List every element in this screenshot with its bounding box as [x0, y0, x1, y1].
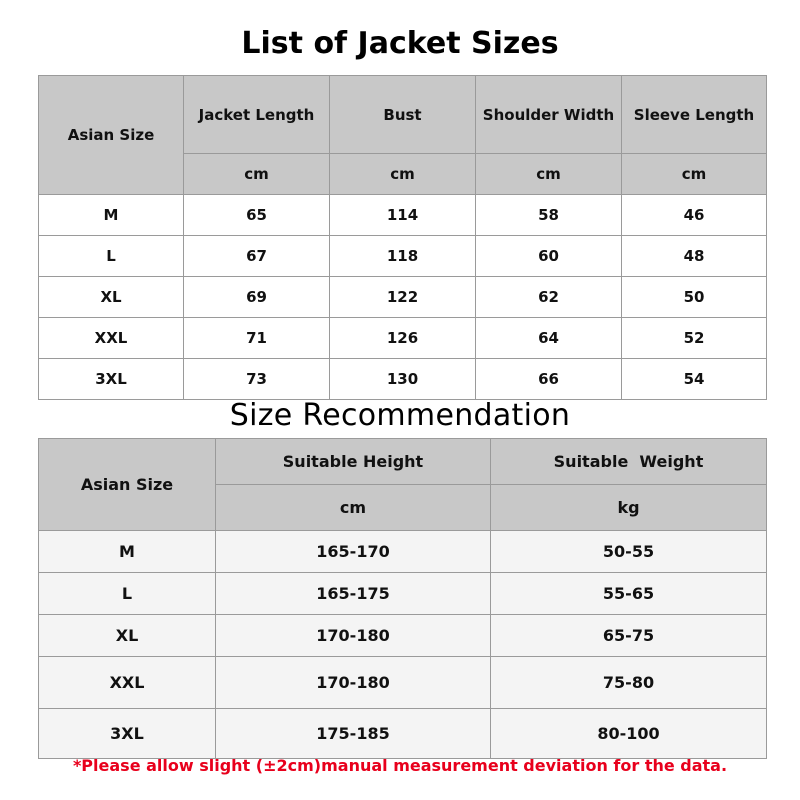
recommendation-title: Size Recommendation: [229, 398, 571, 433]
weight-cell: 50-55: [491, 531, 767, 573]
header-suitable-height: Suitable Height: [216, 439, 491, 485]
shoulder-width-cell: 60: [476, 236, 622, 277]
bust-cell: 130: [330, 359, 476, 400]
unit-jacket-length: cm: [184, 154, 330, 195]
shoulder-width-cell: 62: [476, 277, 622, 318]
height-cell: 175-185: [216, 709, 491, 759]
unit-height: cm: [216, 485, 491, 531]
jacket-length-cell: 73: [184, 359, 330, 400]
header-asian-size: Asian Size: [39, 76, 184, 195]
size-cell: L: [39, 236, 184, 277]
sleeve-length-cell: 48: [622, 236, 767, 277]
table-row: [39, 195, 767, 236]
unit-sleeve-length: cm: [622, 154, 767, 195]
table-row: [39, 531, 767, 573]
sleeve-length-cell: 46: [622, 195, 767, 236]
shoulder-width-cell: 58: [476, 195, 622, 236]
header-bust: Bust: [330, 76, 476, 154]
height-cell: 170-180: [216, 657, 491, 709]
header-shoulder-width: Shoulder Width: [476, 76, 622, 154]
height-cell: 165-170: [216, 531, 491, 573]
size-chart-title: List of Jacket Sizes: [241, 26, 559, 61]
sleeve-length-cell: 52: [622, 318, 767, 359]
bust-cell: 122: [330, 277, 476, 318]
header-asian-size: Asian Size: [39, 439, 216, 531]
table-row: [39, 359, 767, 400]
size-cell: XXL: [39, 318, 184, 359]
weight-cell: 75-80: [491, 657, 767, 709]
header-suitable-weight: Suitable Weight: [491, 439, 767, 485]
weight-cell: 80-100: [491, 709, 767, 759]
jacket-length-cell: 65: [184, 195, 330, 236]
sleeve-length-cell: 50: [622, 277, 767, 318]
sleeve-length-cell: 54: [622, 359, 767, 400]
weight-cell: 55-65: [491, 573, 767, 615]
table-row: [39, 615, 767, 657]
bust-cell: 126: [330, 318, 476, 359]
jacket-length-cell: 69: [184, 277, 330, 318]
table-row: [39, 657, 767, 709]
height-cell: 165-175: [216, 573, 491, 615]
table-row: [39, 709, 767, 759]
table-row: [39, 573, 767, 615]
size-cell: 3XL: [39, 359, 184, 400]
unit-bust: cm: [330, 154, 476, 195]
unit-weight: kg: [491, 485, 767, 531]
header-jacket-length: Jacket Length: [184, 76, 330, 154]
size-cell: XL: [39, 277, 184, 318]
header-sleeve-length: Sleeve Length: [622, 76, 767, 154]
size-cell: XL: [39, 615, 216, 657]
jacket-length-cell: 71: [184, 318, 330, 359]
unit-shoulder-width: cm: [476, 154, 622, 195]
jacket-size-table: [38, 75, 767, 400]
size-cell: 3XL: [39, 709, 216, 759]
table-row: [39, 277, 767, 318]
jacket-length-cell: 67: [184, 236, 330, 277]
table-row: [39, 236, 767, 277]
shoulder-width-cell: 66: [476, 359, 622, 400]
shoulder-width-cell: 64: [476, 318, 622, 359]
bust-cell: 114: [330, 195, 476, 236]
size-cell: M: [39, 531, 216, 573]
weight-cell: 65-75: [491, 615, 767, 657]
table-row: [39, 318, 767, 359]
size-cell: XXL: [39, 657, 216, 709]
size-cell: L: [39, 573, 216, 615]
measurement-deviation-note: *Please allow slight (±2cm)manual measurement deviation for the data.: [72, 756, 728, 775]
height-cell: 170-180: [216, 615, 491, 657]
size-recommendation-table: [38, 438, 767, 759]
bust-cell: 118: [330, 236, 476, 277]
size-cell: M: [39, 195, 184, 236]
